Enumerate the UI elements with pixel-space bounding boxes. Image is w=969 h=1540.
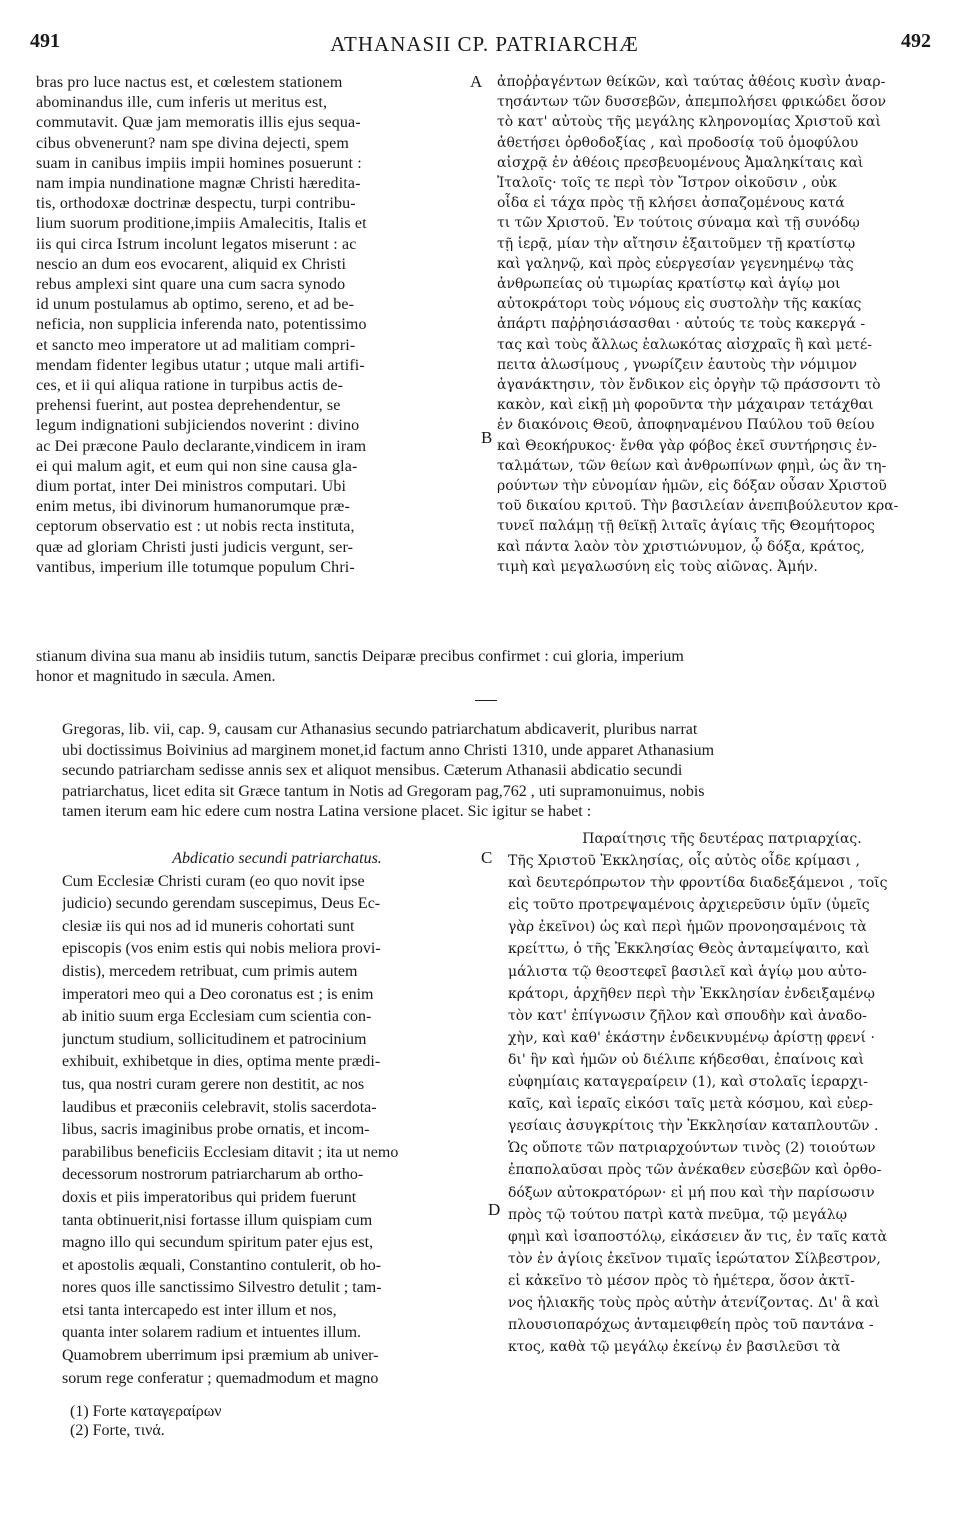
text-line: prehensi fuerint, aut postea deprehendentur, se <box>36 397 341 415</box>
text-line: κτος, καθὰ τῷ μεγάλῳ ἐκείνῳ ἐν βασιλεῦσι τὰ <box>508 1339 841 1356</box>
text-line: κρείττω, ὁ τῆς Ἐκκλησίας Θεὸς ἀνταμείψαιτο, καὶ <box>508 941 870 958</box>
text-line: μάλιστα τῷ θεοστεφεῖ βασιλεῖ καὶ ἁγίῳ μου αὐτο- <box>508 963 867 980</box>
text-line: tus, qua nostri curam gerere non destitit, ac nos <box>62 1075 365 1093</box>
text-line: ἐπαπολαῦσαι πρὸς τῶν ἀνέκαθεν εὐσεβῶν καὶ ὀρθο- <box>508 1162 882 1179</box>
text-line: bras pro luce nactus est, et cœlestem stationem <box>36 74 343 91</box>
text-line: ces, et ii qui aliqua ratione in turpibus actis de- <box>36 377 344 395</box>
text-line: secundo patriarcham sedisse annis sex et aliquot mensibus. Cæterum Athanasii abdicatio secundi <box>62 762 683 780</box>
text-line: καῖς, καὶ ἱεραῖς εἰκόσι ταῖς μετὰ κόσμου, καὶ εὐερ- <box>508 1096 873 1113</box>
text-line: Τῆς Χριστοῦ Ἐκκλησίας, οἷς αὐτὸς οἶδε κρίμασι , <box>508 853 860 870</box>
text-line: τας καὶ τοὺς ἄλλως ἑαλωκότας αἰσχραῖς ἢ καὶ μετέ- <box>497 336 872 353</box>
running-title: ATHANASII CP. PATRIARCHÆ <box>330 32 639 56</box>
latin-column-top <box>36 73 488 578</box>
text-line: τιμὴ καὶ μεγαλωσύνη εἰς τοὺς αἰῶνας. Ἀμήν. <box>497 558 818 575</box>
running-head <box>0 30 969 60</box>
greek-section-heading: Παραίτησις τῆς δευτέρας πατριαρχίας. <box>582 831 862 847</box>
text-line: γεσίαις ἀσυγκρίτοις τὴν Ἐκκλησίαν καταπλουτῶν . <box>508 1118 879 1135</box>
text-line: iis qui circa Istrum incolunt legatos miserunt : ac <box>36 235 357 253</box>
text-line: δόξων αὐτοκρατόρων· εἰ μή που καὶ τὴν παρίσωσιν <box>508 1184 875 1201</box>
text-line: Quamobrem uberrimum ipsi præmium ab univer- <box>62 1347 379 1365</box>
text-line: εὐφημίαις καταγεραίρειν (1), καὶ στολαῖς ἱεραρχι- <box>508 1074 868 1091</box>
text-line: ἀγανάκτησιν, τὸν ἔνδικον εἰς ὀργὴν τῷ πράσσοντι τὸ <box>497 377 881 394</box>
text-line: τι τῶν Χριστοῦ. Ἐν τούτοις σύναμα καὶ τῇ συνόδῳ <box>497 215 860 232</box>
text-line: clesiæ iis qui nos ad id muneris cohortati sunt <box>62 917 355 935</box>
section-divider <box>475 700 497 701</box>
text-line: καὶ δευτερόπρωτον τὴν φροντίδα διαδεξάμενοι , τοῖς <box>508 875 888 892</box>
text-line: etsi tanta intercapedo est inter illum et nos, <box>62 1301 337 1319</box>
text-line: parabilibus beneficiis Ecclesiam ditavit ; ita ut nemo <box>62 1143 399 1161</box>
text-line: ceptorum observatio est : ut nobis recta instituta, <box>36 518 355 536</box>
text-line: τὸν κατ' ἐπίγνωσιν ζῆλον καὶ σπουδὴν καὶ ἀναδο- <box>508 1007 867 1024</box>
text-line: καὶ Θεοκήρυκος· ἔνθα γὰρ φόβος ἐκεῖ συντήρησις ἐν- <box>497 437 877 454</box>
text-line: Ὡς οὔποτε τῶν πατριαρχούντων τινὸς (2) τοιούτων <box>508 1140 876 1157</box>
text-line: tis, orthodoxæ doctrinæ despectu, turpi contribu- <box>36 195 356 213</box>
text-line: doxis et piis imperatoribus qui pridem fuerunt <box>62 1188 357 1206</box>
text-line: vantibus, imperium ille totumque populum Chri- <box>36 558 355 576</box>
text-line: ab initio suum erga Ecclesiam cum scientia con- <box>62 1008 372 1026</box>
text-line: αὐτοκράτορι τοὺς νόμους εἰς συστολὴν τῆς κακίας <box>497 296 862 313</box>
text-line: lium suorum proditione,impiis Amalecitis, Italis et <box>36 215 367 233</box>
text-line: neficia, non supplicia inferenda nato, potentissimo <box>36 316 367 334</box>
text-line: quæ ad gloriam Christi justi judicis vergunt, ser- <box>36 538 354 556</box>
text-line: id unum postulamus ab optimo, sereno, et ad be- <box>36 296 355 314</box>
text-line: ἀθετήσει ὀρθοδοξίας , καὶ προδοσίᾳ τοῦ ὁμοφύλου <box>497 134 859 151</box>
text-line: decessorum nostrorum patriarcharum ab ortho- <box>62 1166 364 1184</box>
text-line: πειτα ἁλωσίμους , γνωρίζειν ἑαυτοὺς τὴν νόμιμον <box>497 356 858 373</box>
text-line: tamen iterum eam hic edere cum nostra Latina versione placet. Sic igitur se habet : <box>62 803 592 821</box>
text-line: magno illo qui secundum spiritum pater ejus est, <box>62 1234 374 1252</box>
text-line: suam in canibus impiis impii homines posuerunt : <box>36 154 362 172</box>
text-line: ἀνθρωπείας οὐ τιμωρίας κρατίστῳ καὶ ἁγίῳ μοι <box>497 276 841 293</box>
text-line: Ἰταλοῖς· τοῖς τε περὶ τὸν Ἴστρον οἰκοῦσιν , οὐκ <box>497 175 837 192</box>
text-line: nam impia nundinatione magnæ Christi hæredita- <box>36 175 361 193</box>
text-line: τυνεῖ παλάμῃ τῇ θεϊκῇ λιταῖς ἁγίαις τῆς Θεομήτορος <box>497 518 875 535</box>
text-line: ἀπάρτι παῤῥησιάσασθαι · αὐτούς τε τοὺς κακεργά - <box>497 316 866 333</box>
text-line: ubi doctissimus Boivinius ad marginem monet,id factum anno Christi 1310, unde apparet Athanasium <box>62 741 715 759</box>
text-line: et sancto meo imperatore ut ad malitiam compri- <box>36 336 356 354</box>
text-line: ac Dei præcone Paulo declarante,vindicem in iram <box>36 437 367 455</box>
text-line: rebus amplexi sint quare una cum sacra synodo <box>36 276 346 294</box>
greek-column-top <box>497 72 935 577</box>
text-line: νος ἡλιακῆς τοὺς πρὸς αὐτὴν ἀτενίζοντας. Δι' ἃ καὶ <box>508 1294 880 1311</box>
text-line: αἰσχρᾷ ἐν ἀθέοις πρεσβευομένους Ἀμαληκίταις καὶ <box>497 154 864 171</box>
text-line: ρούντων τὴν εὐνομίαν ἡμῶν, εἰς δόξαν οὖσαν Χριστοῦ <box>497 478 887 495</box>
text-line: ei qui malum agit, et eum qui non sine causa gla- <box>36 457 358 475</box>
text-line: dium portat, inter Dei ministros computari. Ubi <box>36 478 347 496</box>
text-line: καὶ πάντα λαὸν τὸν χριστιώνυμον, ᾧ δόξα, κράτος, <box>497 538 865 555</box>
text-line: καὶ γαληνῷ, καὶ πρὸς εὐεργεσίαν γεγενημένῳ τὰς <box>497 255 854 272</box>
text-line: et apostolis æquali, Constantino contulerit, ob ho- <box>62 1256 382 1274</box>
text-line: ταλμάτων, τῶν θείων καὶ ἀνθρωπίνων φημὶ, ὡς ἂν τη- <box>497 457 887 474</box>
text-line: episcopis (vos enim estis qui nobis meliora provi- <box>62 940 381 958</box>
text-line: abominandus ille, cum inferis ut meritus est, <box>36 94 328 112</box>
page-number-left: 491 <box>30 30 60 52</box>
text-line: φημὶ καὶ ἰσαποστόλῳ, εἰκάσειεν ἄν τις, ἐν ταῖς κατὰ <box>508 1228 888 1245</box>
text-line: τὸ κατ' αὐτοὺς τῆς μεγάλης κληρονομίας Χριστοῦ καὶ <box>497 114 881 131</box>
text-line: τησάντων τῶν δυσσεβῶν, ἀπεμπολήσει φρικώδει ὅσον <box>497 94 887 111</box>
text-line: libus, sacris imaginibus probe ornatis, et incom- <box>62 1121 370 1139</box>
text-line: κράτορι, ἀρχῆθεν περὶ τὴν Ἐκκλησίαν ἐνδειξαμένῳ <box>508 985 875 1002</box>
text-line: nores quos ille sanctissimo Silvestro detulit ; tam- <box>62 1279 382 1297</box>
page-number-right: 492 <box>901 30 931 52</box>
text-line: Cum Ecclesiæ Christi curam (eo quo novit ipse <box>62 872 365 890</box>
margin-marker-b: B <box>481 428 493 447</box>
text-line: Gregoras, lib. vii, cap. 9, causam cur Athanasius secundo patriarchatum abdicaverit, pluribus narrat <box>62 721 698 738</box>
text-line: exhibuit, exhibetque in dies, optima mente prædi- <box>62 1053 381 1071</box>
text-line: laudibus et præconiis celebravit, stolis sacerdota- <box>62 1098 377 1116</box>
text-line: nescio an dum eos evocarent, aliquid ex Christi <box>36 255 347 273</box>
greek-column-bottom <box>508 828 936 1358</box>
text-line: δι' ἣν καὶ ἡμῶν οὐ διέλιπε κήδεσθαι, ἐπαίνοις καὶ <box>508 1051 865 1068</box>
text-line: sorum rege conferatur ; quemadmodum et magno <box>62 1369 379 1387</box>
text-line: cibus obvenerunt? nam spe divina dejecti, spem <box>36 134 350 152</box>
text-line: commutavit. Quæ jam memoratis illis ejus sequa- <box>36 114 361 132</box>
editorial-note <box>62 720 934 823</box>
text-line: τῇ ἱερᾷ, μίαν τὴν αἴτησιν ἐξαιτοῦμεν τῇ κρατίστῳ <box>497 235 856 252</box>
text-line: εἰ κἀκεῖνο τὸ μέσον πρὸς τὸ ἡμέτερα, ὅσον ἀκτῖ- <box>508 1272 855 1289</box>
text-line: χὴν, καὶ καθ' ἑκάστην ἐνδεικνυμένῳ ἀρίστῃ φρενί · <box>508 1029 875 1046</box>
footnote: (1) Forte καταγεραίρων <box>70 1403 222 1420</box>
margin-marker-c: C <box>481 848 493 867</box>
text-line: πλουσιοπαρόχως ἀνταμειφθείη πρὸς τοῦ παντάνα - <box>508 1317 874 1334</box>
text-line: οἶδα εἰ τάχα πρὸς τῇ κλήσει ἀσπαζομένους κατά <box>497 195 845 212</box>
text-line: ἐν διακόνοις Θεοῦ, ἀποφηναμένου Παύλου τοῦ θείου <box>497 417 875 434</box>
text-line: τὸν ἐν ἁγίοις ἐκεῖνον τιμαῖς ἱερώτατον Σίλβεστρον, <box>508 1250 881 1267</box>
text-line: enim metus, ibi divinorum humanorumque præ- <box>36 498 350 516</box>
margin-marker-a: A <box>470 72 483 91</box>
text-line: πρὸς τῷ τούτου πατρὶ κατὰ πνεῦμα, τῷ μεγάλῳ <box>508 1206 848 1223</box>
text-line: legum indignationi subjiciendos noverint : divino <box>36 417 360 435</box>
text-line: κακὸν, καὶ εἰκῇ μὴ φοροῦντα τὴν μάχαιραν τετάχθαι <box>497 397 874 414</box>
margin-marker-d: D <box>488 1200 501 1219</box>
text-line: imperatori meo qui a Deo coronatus est ; is enim <box>62 985 374 1003</box>
text-line: mendam fidenter legibus utatur ; utque mali artifi- <box>36 356 365 374</box>
latin-section-heading: Abdicatio secundi patriarchatus. <box>172 850 382 867</box>
continuation-line-end: honor et magnitudo in sæcula. Amen. <box>36 668 276 685</box>
text-line: tanta obtinuerit,nisi fortasse illum quispiam cum <box>62 1211 373 1229</box>
footnotes <box>70 1402 221 1440</box>
text-line: distis), mercedem retribuat, cum primis autem <box>62 962 358 980</box>
footnote: (2) Forte, τινά. <box>70 1422 165 1439</box>
text-line: judicio) secundo gerendam suscepimus, Deus Ec- <box>62 895 381 913</box>
text-line: εἰς τοῦτο προτρεψαμένοις ἀρχιερεῦσιν ὑμῖν (ὑμεῖς <box>508 897 870 914</box>
text-line: patriarchatus, licet edita sit Græce tantum in Notis ad Gregoram pag,762 , uti supramonuimus, nobis <box>62 782 705 800</box>
text-line: quanta inter solarem radium et intuentes illum. <box>62 1324 362 1342</box>
text-line: τοῦ δικαίου κριτοῦ. Τὴν βασιλείαν ἀνεπιβούλευτον κρα- <box>497 498 899 515</box>
latin-column-bottom <box>62 848 492 1390</box>
text-line: γὰρ ἐκεῖνοι) ὡς καὶ περὶ ἡμῶν προνοησαμένοις τὰ <box>508 919 867 936</box>
text-line: ἀποῤῥαγέντων θείκῶν, καὶ ταύτας ἀθέοις κυσὶν ἀναρ- <box>497 74 886 90</box>
continuation-line: stianum divina sua manu ab insidiis tutum, sanctis Deiparæ precibus confirmet : cui gloria, imperium <box>36 648 684 665</box>
text-line: junctum studium, sollicitudinem et patrocinium <box>62 1030 367 1048</box>
